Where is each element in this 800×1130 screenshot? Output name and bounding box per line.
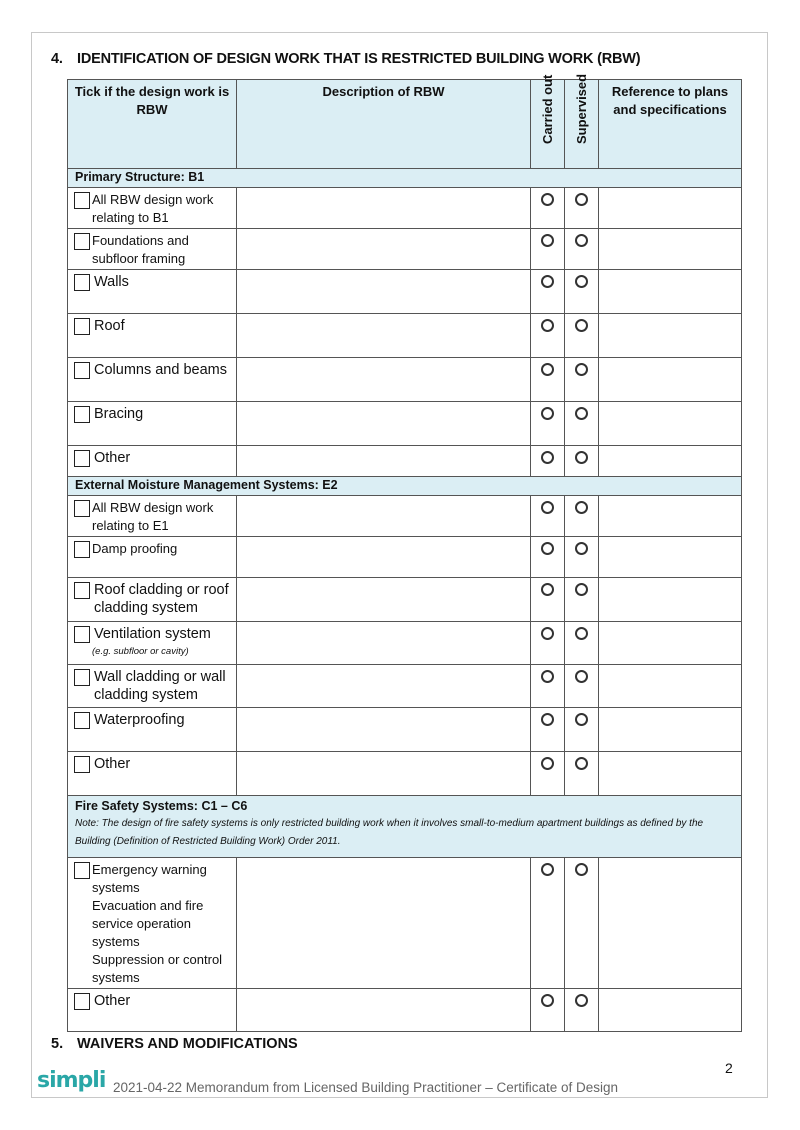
reference-cell[interactable] bbox=[599, 858, 742, 989]
description-cell[interactable] bbox=[237, 752, 531, 796]
description-cell[interactable] bbox=[237, 665, 531, 708]
rbw-checkbox[interactable] bbox=[74, 274, 90, 291]
row-label: Roof bbox=[94, 318, 125, 334]
row-label: Waterproofing bbox=[94, 712, 185, 728]
supervised-radio[interactable] bbox=[575, 863, 588, 876]
section-note-fire: Note: The design of fire safety systems is only restricted building work when it involves small-to-medium apartment buildings as defined by the Building (Definition of Restricted Building Work) Order 2011. bbox=[75, 818, 704, 847]
supervised-radio[interactable] bbox=[575, 542, 588, 555]
supervised-radio[interactable] bbox=[575, 319, 588, 332]
section-title-fire: Fire Safety Systems: C1 – C6 bbox=[75, 799, 248, 813]
rbw-table bbox=[67, 73, 742, 1032]
row-label: Roof cladding or roof cladding system bbox=[94, 582, 229, 616]
carried-out-radio[interactable] bbox=[541, 193, 554, 206]
reference-cell[interactable] bbox=[599, 496, 742, 537]
row-sublabel: (e.g. subfloor or cavity) bbox=[92, 646, 189, 657]
description-cell[interactable] bbox=[237, 188, 531, 229]
rbw-checkbox[interactable] bbox=[74, 626, 90, 643]
supervised-radio[interactable] bbox=[575, 275, 588, 288]
rbw-checkbox[interactable] bbox=[74, 362, 90, 379]
reference-cell[interactable] bbox=[599, 665, 742, 708]
reference-cell[interactable] bbox=[599, 402, 742, 446]
description-cell[interactable] bbox=[237, 708, 531, 752]
supervised-radio[interactable] bbox=[575, 757, 588, 770]
rbw-checkbox[interactable] bbox=[74, 756, 90, 773]
reference-cell[interactable] bbox=[599, 270, 742, 314]
rbw-checkbox[interactable] bbox=[74, 233, 90, 250]
carried-out-radio[interactable] bbox=[541, 583, 554, 596]
header-carried-out-label: Carried out bbox=[539, 74, 555, 144]
carried-out-radio[interactable] bbox=[541, 407, 554, 420]
header-supervised bbox=[565, 73, 599, 169]
row-label: Damp proofing bbox=[92, 541, 178, 556]
section-cell-fire bbox=[68, 796, 742, 858]
section-number: 4. bbox=[51, 51, 63, 67]
page-number: 2 bbox=[725, 1060, 733, 1076]
description-cell[interactable] bbox=[237, 578, 531, 622]
row-label: Other bbox=[94, 993, 131, 1009]
reference-cell[interactable] bbox=[599, 708, 742, 752]
carried-out-radio[interactable] bbox=[541, 501, 554, 514]
table-row bbox=[68, 708, 742, 752]
row-label: Other bbox=[94, 756, 131, 772]
rbw-checkbox[interactable] bbox=[74, 712, 90, 729]
section-number: 5. bbox=[51, 1036, 64, 1052]
row-label-line2: Evacuation and fire service operation systems bbox=[92, 898, 204, 949]
carried-out-radio[interactable] bbox=[541, 451, 554, 464]
section-row-fire bbox=[68, 796, 742, 858]
reference-cell[interactable] bbox=[599, 229, 742, 270]
table-row bbox=[68, 578, 742, 622]
header-tick: Tick if the design work is RBW bbox=[68, 80, 237, 169]
row-label: Other bbox=[94, 450, 131, 466]
row-label: All RBW design work relating to E1 bbox=[92, 500, 214, 533]
supervised-radio[interactable] bbox=[575, 363, 588, 376]
rbw-checkbox[interactable] bbox=[74, 582, 90, 599]
table-row bbox=[68, 229, 742, 270]
reference-cell[interactable] bbox=[599, 752, 742, 796]
table-row bbox=[68, 622, 742, 665]
row-label: Wall cladding or wall cladding system bbox=[94, 669, 226, 703]
table-row bbox=[68, 537, 742, 578]
reference-cell[interactable] bbox=[599, 446, 742, 477]
row-label-line3: Suppression or control systems bbox=[92, 952, 223, 985]
section-title-b1: Primary Structure: B1 bbox=[68, 169, 742, 188]
description-cell[interactable] bbox=[237, 622, 531, 665]
section-title: IDENTIFICATION OF DESIGN WORK THAT IS RESTRICTED BUILDING WORK (RBW) bbox=[77, 51, 641, 67]
table-row bbox=[68, 496, 742, 537]
table-row bbox=[68, 989, 742, 1032]
reference-cell[interactable] bbox=[599, 358, 742, 402]
section-5-heading bbox=[51, 1036, 298, 1052]
description-cell[interactable] bbox=[237, 358, 531, 402]
row-label: Ventilation system bbox=[94, 626, 211, 642]
carried-out-radio[interactable] bbox=[541, 670, 554, 683]
carried-out-radio[interactable] bbox=[541, 542, 554, 555]
row-label: Emergency warning systems bbox=[92, 862, 207, 895]
supervised-radio[interactable] bbox=[575, 234, 588, 247]
rbw-checkbox[interactable] bbox=[74, 500, 90, 517]
section-row-b1 bbox=[68, 169, 742, 188]
section-row-e2 bbox=[68, 477, 742, 496]
description-cell[interactable] bbox=[237, 270, 531, 314]
carried-out-radio[interactable] bbox=[541, 234, 554, 247]
footer-text: 2021-04-22 Memorandum from Licensed Building Practitioner – Certificate of Design bbox=[113, 1080, 619, 1095]
table-row bbox=[68, 858, 742, 989]
carried-out-radio[interactable] bbox=[541, 863, 554, 876]
row-label: Walls bbox=[94, 274, 129, 290]
supervised-radio[interactable] bbox=[575, 670, 588, 683]
header-reference: Reference to plans and specifications bbox=[599, 80, 742, 169]
carried-out-radio[interactable] bbox=[541, 757, 554, 770]
row-label: Bracing bbox=[94, 406, 144, 422]
carried-out-radio[interactable] bbox=[541, 363, 554, 376]
section-title-e2: External Moisture Management Systems: E2 bbox=[68, 477, 742, 496]
rbw-checkbox[interactable] bbox=[74, 862, 90, 879]
description-cell[interactable] bbox=[237, 496, 531, 537]
section-4-heading bbox=[51, 51, 640, 67]
supervised-radio[interactable] bbox=[575, 994, 588, 1007]
reference-cell[interactable] bbox=[599, 188, 742, 229]
supervised-radio[interactable] bbox=[575, 451, 588, 464]
carried-out-radio[interactable] bbox=[541, 994, 554, 1007]
row-label: Columns and beams bbox=[94, 362, 227, 378]
header-supervised-label: Supervised bbox=[573, 73, 589, 144]
simpli-logo: simpli bbox=[37, 1068, 106, 1093]
carried-out-radio[interactable] bbox=[541, 319, 554, 332]
carried-out-radio[interactable] bbox=[541, 275, 554, 288]
rbw-checkbox[interactable] bbox=[74, 318, 90, 335]
description-cell[interactable] bbox=[237, 858, 531, 989]
reference-cell[interactable] bbox=[599, 989, 742, 1032]
reference-cell[interactable] bbox=[599, 578, 742, 622]
rbw-checkbox[interactable] bbox=[74, 192, 90, 209]
description-cell[interactable] bbox=[237, 229, 531, 270]
description-cell[interactable] bbox=[237, 446, 531, 477]
description-cell[interactable] bbox=[237, 402, 531, 446]
supervised-radio[interactable] bbox=[575, 627, 588, 640]
table-header-row bbox=[68, 80, 742, 169]
supervised-radio[interactable] bbox=[575, 501, 588, 514]
table-row bbox=[68, 446, 742, 477]
section-title: WAIVERS AND MODIFICATIONS bbox=[77, 1036, 298, 1052]
description-cell[interactable] bbox=[237, 989, 531, 1032]
description-cell[interactable] bbox=[237, 537, 531, 578]
header-carried-out bbox=[531, 74, 565, 169]
table-row bbox=[68, 358, 742, 402]
supervised-radio[interactable] bbox=[575, 407, 588, 420]
description-cell[interactable] bbox=[237, 314, 531, 358]
rbw-checkbox[interactable] bbox=[74, 993, 90, 1010]
supervised-radio[interactable] bbox=[575, 713, 588, 726]
rbw-checkbox[interactable] bbox=[74, 541, 90, 558]
header-description: Description of RBW bbox=[237, 80, 531, 169]
table-row bbox=[68, 270, 742, 314]
reference-cell[interactable] bbox=[599, 314, 742, 358]
table-row bbox=[68, 314, 742, 358]
reference-cell[interactable] bbox=[599, 537, 742, 578]
reference-cell[interactable] bbox=[599, 622, 742, 665]
row-label: All RBW design work relating to B1 bbox=[92, 192, 214, 225]
carried-out-radio[interactable] bbox=[541, 627, 554, 640]
rbw-checkbox[interactable] bbox=[74, 450, 90, 467]
table-row bbox=[68, 752, 742, 796]
row-label: Foundations and subfloor framing bbox=[92, 233, 189, 266]
table-row bbox=[68, 188, 742, 229]
rbw-checkbox[interactable] bbox=[74, 669, 90, 686]
supervised-radio[interactable] bbox=[575, 583, 588, 596]
table-row bbox=[68, 665, 742, 708]
table-row bbox=[68, 402, 742, 446]
rbw-checkbox[interactable] bbox=[74, 406, 90, 423]
carried-out-radio[interactable] bbox=[541, 713, 554, 726]
supervised-radio[interactable] bbox=[575, 193, 588, 206]
